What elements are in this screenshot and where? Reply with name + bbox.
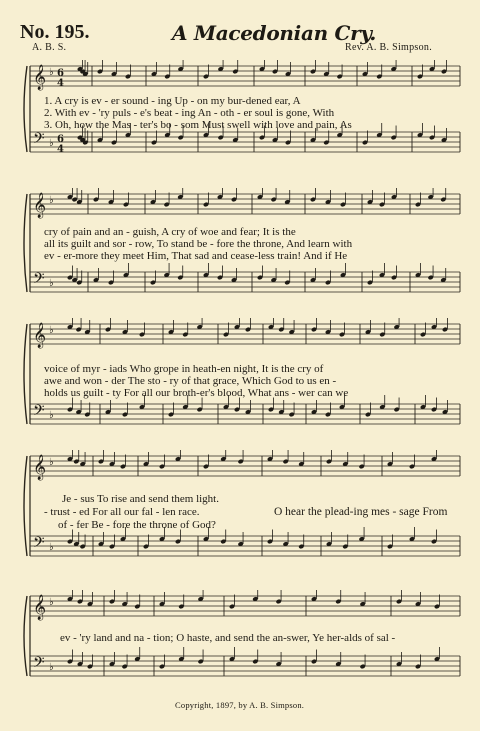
lyric-verse-1: voice of myr - iads Who grope in heath-en night, It is the cry of (44, 363, 324, 375)
flat-key-signature-icon: ♭ (49, 457, 54, 468)
bass-clef-icon: 𝄢 (33, 130, 45, 151)
flat-key-signature-icon: ♭ (49, 67, 54, 78)
lyric-verse-2: awe and won - der The sto - ry of that grace, Which God to us en - (44, 375, 337, 387)
lyric-verse-2: - trust - ed For all our fal - len race. (44, 506, 200, 518)
author-credit-left: A. B. S. (32, 42, 67, 53)
brace-icon (24, 456, 27, 556)
flat-key-signature-icon: ♭ (49, 278, 54, 289)
music-system-1 (0, 60, 480, 180)
staff-pair (0, 590, 480, 700)
bass-clef-icon: 𝄢 (33, 654, 45, 675)
bass-clef-icon: 𝄢 (33, 402, 45, 423)
lyric-verse-1: 1. A cry is ev - er sound - ing Up - on my bur-dened ear, A (44, 95, 301, 107)
lyric-verse-3: holds us guilt - ty For all our broth-er's blood, What ans - wer can we (44, 387, 349, 399)
flat-key-signature-icon: ♭ (49, 325, 54, 336)
treble-clef-icon: 𝄞 (33, 193, 47, 218)
music-system-4 (0, 450, 480, 580)
treble-clef-icon: 𝄞 (33, 323, 47, 348)
author-credit-right: Rev. A. B. Simpson. (345, 42, 433, 53)
flat-key-signature-icon: ♭ (49, 410, 54, 421)
bass-clef-icon: 𝄢 (33, 270, 45, 291)
lyric-verse-3: ev - er-more they meet Him, That sad and cease-less train! And if He (44, 250, 348, 262)
lyric-verse-3: 3. Oh, how the Mas - ter's bo - som Must swell with love and pain, As (44, 119, 352, 131)
copyright-notice: Copyright, 1897, by A. B. Simpson. (175, 700, 305, 710)
lyric-verse-1: Je - sus To rise and send them light. (62, 493, 219, 505)
brace-icon (24, 194, 27, 292)
music-system-5 (0, 590, 480, 700)
lyric-verse-2: all its guilt and sor - row, To stand be - fore the throne, And learn with (44, 238, 353, 250)
treble-clef-icon: 𝄞 (33, 65, 47, 90)
flat-key-signature-icon: ♭ (49, 542, 54, 553)
flat-key-signature-icon: ♭ (49, 597, 54, 608)
flat-key-signature-icon: ♭ (49, 195, 54, 206)
flat-key-signature-icon: ♭ (49, 662, 54, 673)
brace-icon (24, 66, 27, 152)
lyric-verse-1: ev - 'ry land and na - tion; O haste, and send the an-swer, Ye her-alds of sal - (60, 632, 396, 644)
music-system-2 (0, 188, 480, 308)
time-signature-top: 6 (57, 134, 64, 145)
time-signature-bottom: 4 (57, 144, 64, 155)
time-signature-bottom: 4 (57, 78, 64, 89)
time-signature-top: 6 (57, 68, 64, 79)
refrain-lyric: O hear the plead-ing mes - sage From (274, 506, 448, 518)
lyric-verse-2: 2. With ev - 'ry puls - e's beat - ing An - oth - er soul is gone, With (44, 107, 335, 119)
treble-clef-icon: 𝄞 (33, 455, 47, 480)
treble-clef-icon: 𝄞 (33, 595, 47, 620)
brace-icon (24, 596, 27, 676)
lyric-verse-3: of - fer Be - fore the throne of God? (58, 519, 216, 531)
brace-icon (24, 324, 27, 424)
bass-clef-icon: 𝄢 (33, 534, 45, 555)
lyric-verse-1: cry of pain and an - guish, A cry of woe and fear; It is the (44, 226, 296, 238)
hymn-number: No. 195. (20, 21, 90, 43)
flat-key-signature-icon: ♭ (49, 138, 54, 149)
music-system-3 (0, 318, 480, 438)
hymn-title: A Macedonian Cry. (172, 21, 377, 45)
